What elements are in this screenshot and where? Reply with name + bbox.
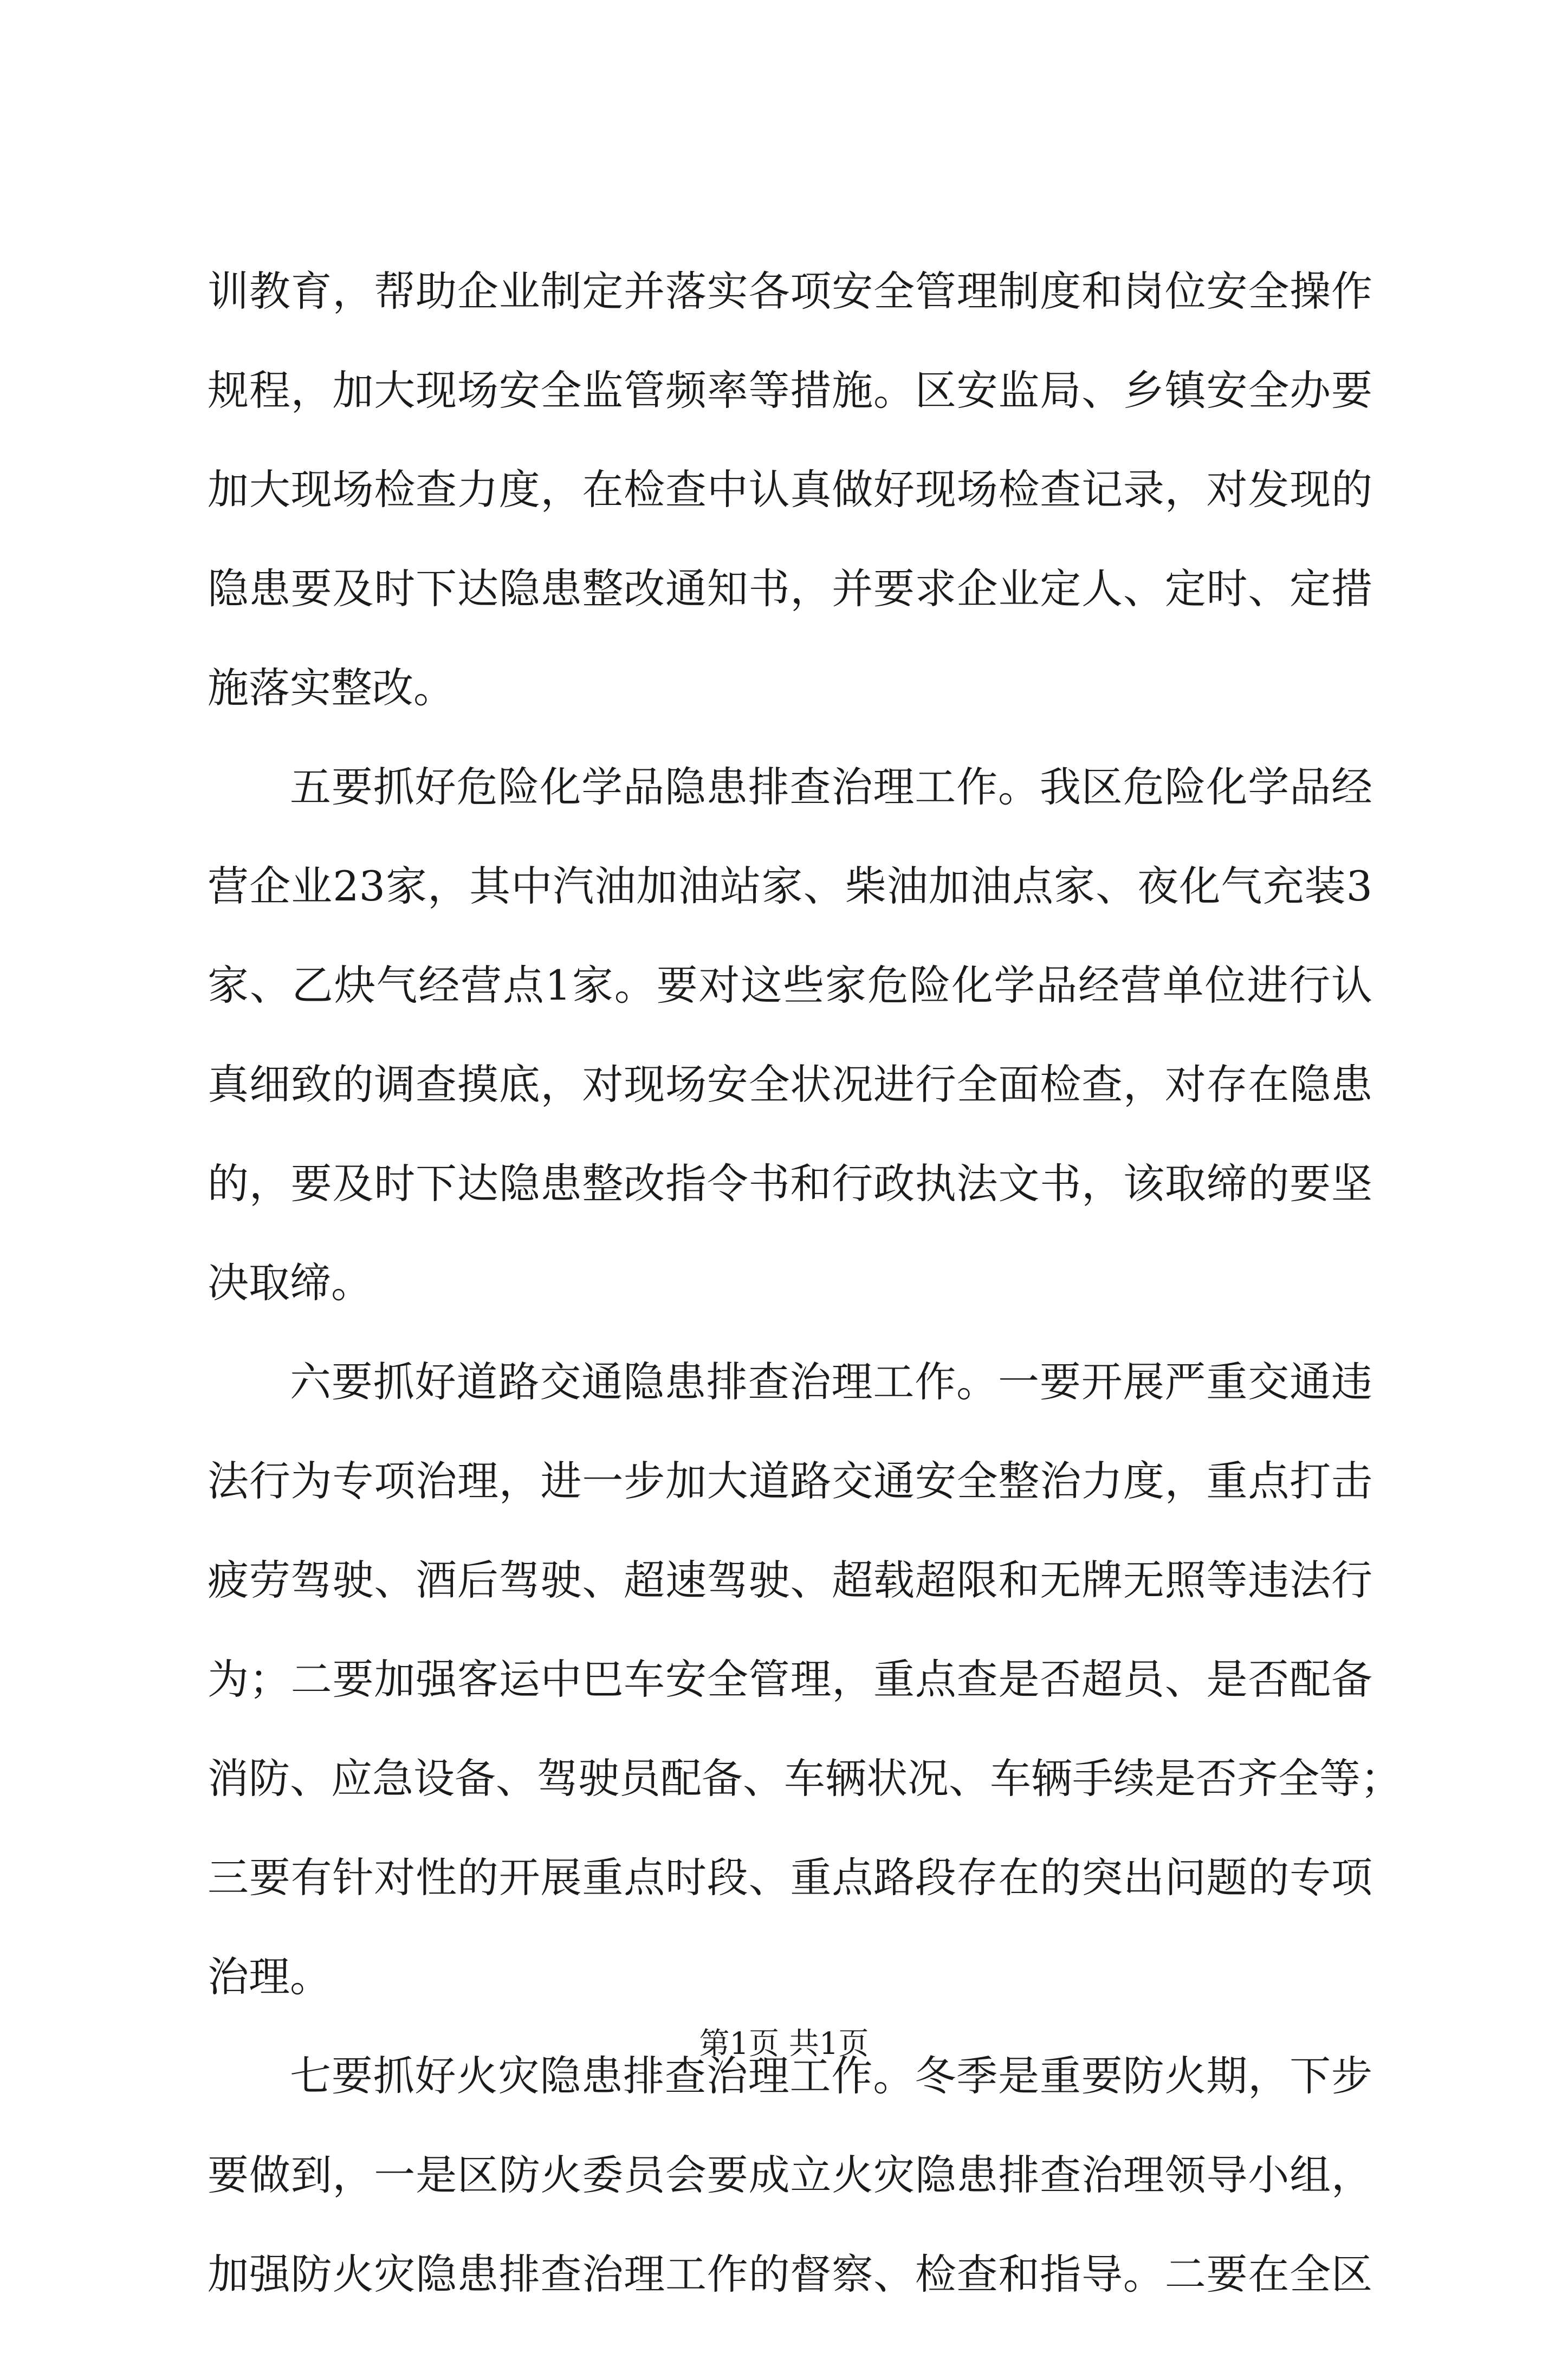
text-line: 营企业23家，其中汽油加油站家、柴油加油点家、夜化气充装3 (208, 862, 1372, 910)
text-line: 施落实整改。 (208, 664, 455, 712)
text-line: 为；二要加强客运中巴车安全管理，重点查是否超员、是否配备 (208, 1655, 1372, 1703)
text-line: 要做到，一是区防火委员会要成立火灾隐患排查治理领导小组， (208, 2151, 1372, 2199)
text-line: 法行为专项治理，进一步加大道路交通安全整治力度，重点打击 (208, 1457, 1372, 1505)
text-line: 加强防火灾隐患排查治理工作的督察、检查和指导。二要在全区 (208, 2250, 1372, 2298)
text-line: 规程，加大现场安全监管频率等措施。区安监局、乡镇安全办要 (208, 366, 1372, 414)
page-footer: 第1页 共1页 (699, 2026, 869, 2062)
text-line: 隐患要及时下达隐患整改通知书，并要求企业定人、定时、定措 (208, 565, 1372, 613)
paragraph-start-line: 六要抓好道路交通隐患排查治理工作。一要开展严重交通违 (290, 1358, 1372, 1406)
text-line: 消防、应急设备、驾驶员配备、车辆状况、车辆手续是否齐全等； (208, 1754, 1402, 1803)
text-line: 的，要及时下达隐患整改指令书和行政执法文书，该取缔的要坚 (208, 1159, 1372, 1208)
text-line: 决取缔。 (208, 1259, 372, 1307)
text-line: 治理。 (208, 1953, 331, 2001)
paragraph-start-line: 五要抓好危险化学品隐患排查治理工作。我区危险化学品经 (290, 763, 1372, 811)
text-line: 训教育，帮助企业制定并落实各项安全管理制度和岗位安全操作 (208, 267, 1372, 315)
text-line: 家、乙炔气经营点1家。要对这些家危险化学品经营单位进行认 (208, 961, 1372, 1009)
paragraph-start-line: 七要抓好火灾隐患排查治理工作。冬季是重要防火期，下步 (290, 2052, 1372, 2100)
text-line: 加大现场检查力度，在检查中认真做好现场检查记录，对发现的 (208, 465, 1372, 514)
text-line: 三要有针对性的开展重点时段、重点路段存在的突出问题的专项 (208, 1853, 1372, 1902)
text-line: 真细致的调查摸底，对现场安全状况进行全面检查，对存在隐患 (208, 1060, 1372, 1109)
text-line: 疲劳驾驶、酒后驾驶、超速驾驶、超载超限和无牌无照等违法行 (208, 1556, 1372, 1604)
